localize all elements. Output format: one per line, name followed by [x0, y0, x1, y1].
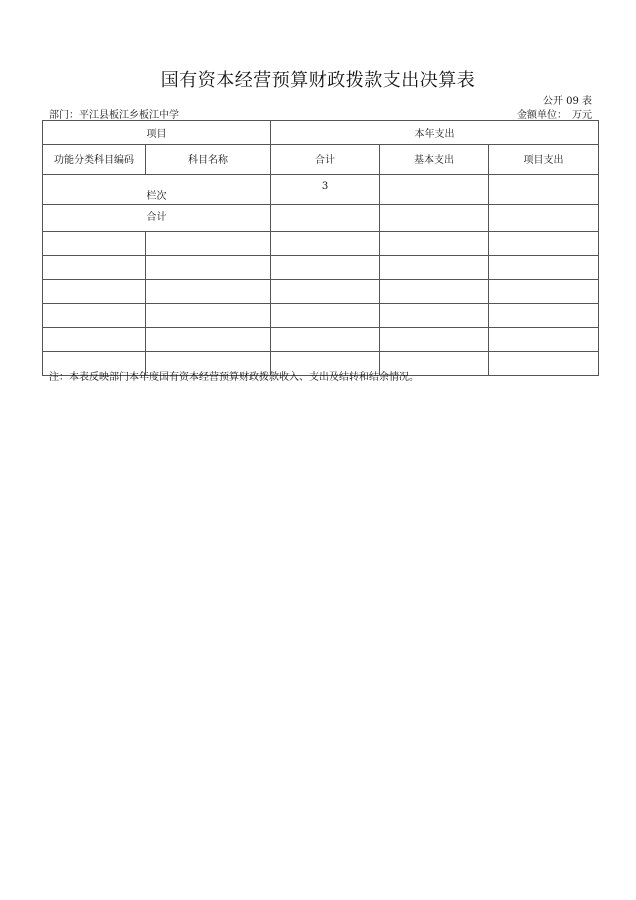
department-label: 部门：平江县板江乡板江中学 — [49, 110, 179, 121]
table-cell — [380, 205, 489, 232]
table-cell — [271, 232, 380, 256]
table-cell — [271, 280, 380, 304]
table-cell — [43, 256, 146, 280]
row-total-label: 合计 — [43, 205, 271, 232]
table-cell — [146, 280, 271, 304]
table-cell — [380, 280, 489, 304]
expenditure-table — [42, 120, 599, 376]
header-current-year: 本年支出 — [271, 121, 599, 145]
table-row — [43, 304, 599, 328]
page-title: 国有资本经营预算财政拨款支出决算表 — [160, 70, 476, 91]
table-cell — [380, 232, 489, 256]
table-row — [43, 256, 599, 280]
table-cell — [271, 328, 380, 352]
row-column-label: 栏次 — [43, 175, 271, 205]
table-subheader-row — [43, 145, 599, 175]
table-row — [43, 280, 599, 304]
table-cell — [489, 256, 599, 280]
table-cell — [43, 232, 146, 256]
table-cell — [489, 352, 599, 376]
table-header-row — [43, 121, 599, 145]
table-cell — [43, 280, 146, 304]
header-item: 项目 — [43, 121, 271, 145]
table-cell — [43, 304, 146, 328]
table-row — [43, 232, 599, 256]
col-project: 项目支出 — [489, 145, 599, 175]
table-cell — [271, 205, 380, 232]
table-cell — [146, 304, 271, 328]
col-total: 合计 — [271, 145, 380, 175]
amount-unit-label: 金额单位： 万元 — [517, 110, 592, 121]
table-cell — [489, 280, 599, 304]
table-cell — [146, 328, 271, 352]
col-function-code: 功能分类科目编码 — [43, 145, 146, 175]
table-cell — [146, 232, 271, 256]
row-column-number: 3 — [271, 175, 380, 205]
table-cell — [380, 175, 489, 205]
table-row-total — [43, 205, 599, 232]
table-cell — [146, 256, 271, 280]
table-cell — [380, 328, 489, 352]
table-cell — [489, 232, 599, 256]
footnote: 注：本表反映部门本年度国有资本经营预算财政拨款收入、支出及结转和结余情况。 — [49, 372, 419, 383]
table-row — [43, 328, 599, 352]
table-cell — [380, 256, 489, 280]
table-cell — [380, 304, 489, 328]
table-cell — [489, 304, 599, 328]
table-cell — [489, 328, 599, 352]
table-cell — [271, 304, 380, 328]
col-basic: 基本支出 — [380, 145, 489, 175]
table-cell — [489, 175, 599, 205]
table-cell — [43, 328, 146, 352]
table-cell — [271, 256, 380, 280]
form-code: 公开 09 表 — [542, 96, 592, 107]
table-cell — [489, 205, 599, 232]
col-subject-name: 科目名称 — [146, 145, 271, 175]
table-row-column-number — [43, 175, 599, 205]
